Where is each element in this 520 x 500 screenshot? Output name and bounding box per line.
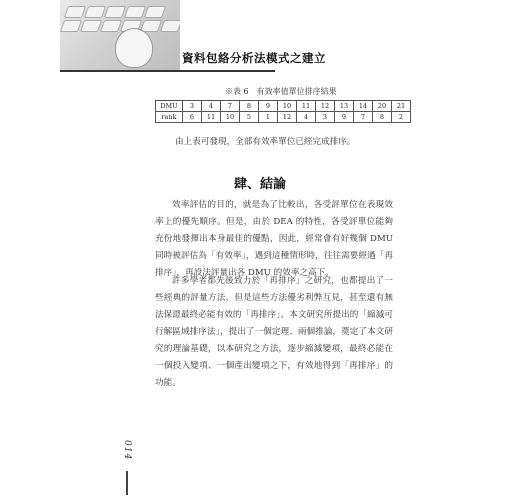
- table-cell: 9: [335, 112, 354, 123]
- table-cell: 10: [278, 101, 297, 112]
- table-caption: ※表 6 有效率值單位排序結果: [225, 87, 337, 96]
- table-cell: 8: [240, 101, 259, 112]
- intro-text: 由上表可發現，全部有效率單位已經完成排序。: [175, 137, 356, 147]
- chapter-title: 資料包絡分析法模式之建立: [182, 51, 326, 65]
- table-cell: 6: [183, 112, 202, 123]
- table-cell: 4: [202, 101, 221, 112]
- table-cell: 5: [240, 112, 259, 123]
- table-cell: 10: [221, 112, 240, 123]
- table-cell: 9: [259, 101, 278, 112]
- table-cell: 14: [354, 101, 373, 112]
- table-cell: 2: [392, 112, 411, 123]
- table-cell: 11: [202, 112, 221, 123]
- table-cell: 4: [297, 112, 316, 123]
- rank-table: [155, 100, 411, 123]
- paragraph-1: 效率評估的目的，就是為了比較出，各受評單位在表現效率上的優先順序。但是，由於 DEA 的特性，各受評單位能夠充份地發揮出本身最佳的優點，因此，經常會有好幾個 DMU 同時被評估為「有效率」，遇到這種情形時，往往需要經過「再排序」，再設法評量出各 DMU 的效率之高下。: [155, 200, 393, 278]
- header-divider: [60, 70, 275, 72]
- section-heading: 肆、結論: [233, 177, 286, 192]
- table-cell: 3: [183, 101, 202, 112]
- table-cell: 1: [259, 112, 278, 123]
- table-cell: 7: [221, 101, 240, 112]
- row-header: DMU: [156, 101, 183, 112]
- mouse-icon: [115, 28, 153, 68]
- table-cell: 3: [316, 112, 335, 123]
- page-number: 014: [122, 440, 132, 461]
- table-cell: 12: [316, 101, 335, 112]
- row-header: rank: [156, 112, 183, 123]
- table-cell: 20: [373, 101, 392, 112]
- page-number-bar: [126, 471, 128, 495]
- table-cell: 13: [335, 101, 354, 112]
- table-cell: 8: [373, 112, 392, 123]
- header-keyboard-mouse-image: [60, 0, 180, 70]
- table-row: [156, 112, 411, 123]
- table-cell: 21: [392, 101, 411, 112]
- table-cell: 11: [297, 101, 316, 112]
- table-row: [156, 101, 411, 112]
- paragraph-2: 許多學者都先後致力於「再排序」之研究，也都提出了一些經典的評量方法，但是這些方法優劣利弊互見，甚至還有無法保證最終必能有效的「再排序」。本文研究所提出的「縮減可行解區域排序法」，提出了一個定理、兩個推論，奠定了本文研究的理論基礎，以本研究之方法，逐步縮減變項，最終必能在一個投入變項、一個產出變項之下，有效地得到「再排序」的功能。: [155, 276, 393, 388]
- table-cell: 12: [278, 112, 297, 123]
- table-cell: 7: [354, 112, 373, 123]
